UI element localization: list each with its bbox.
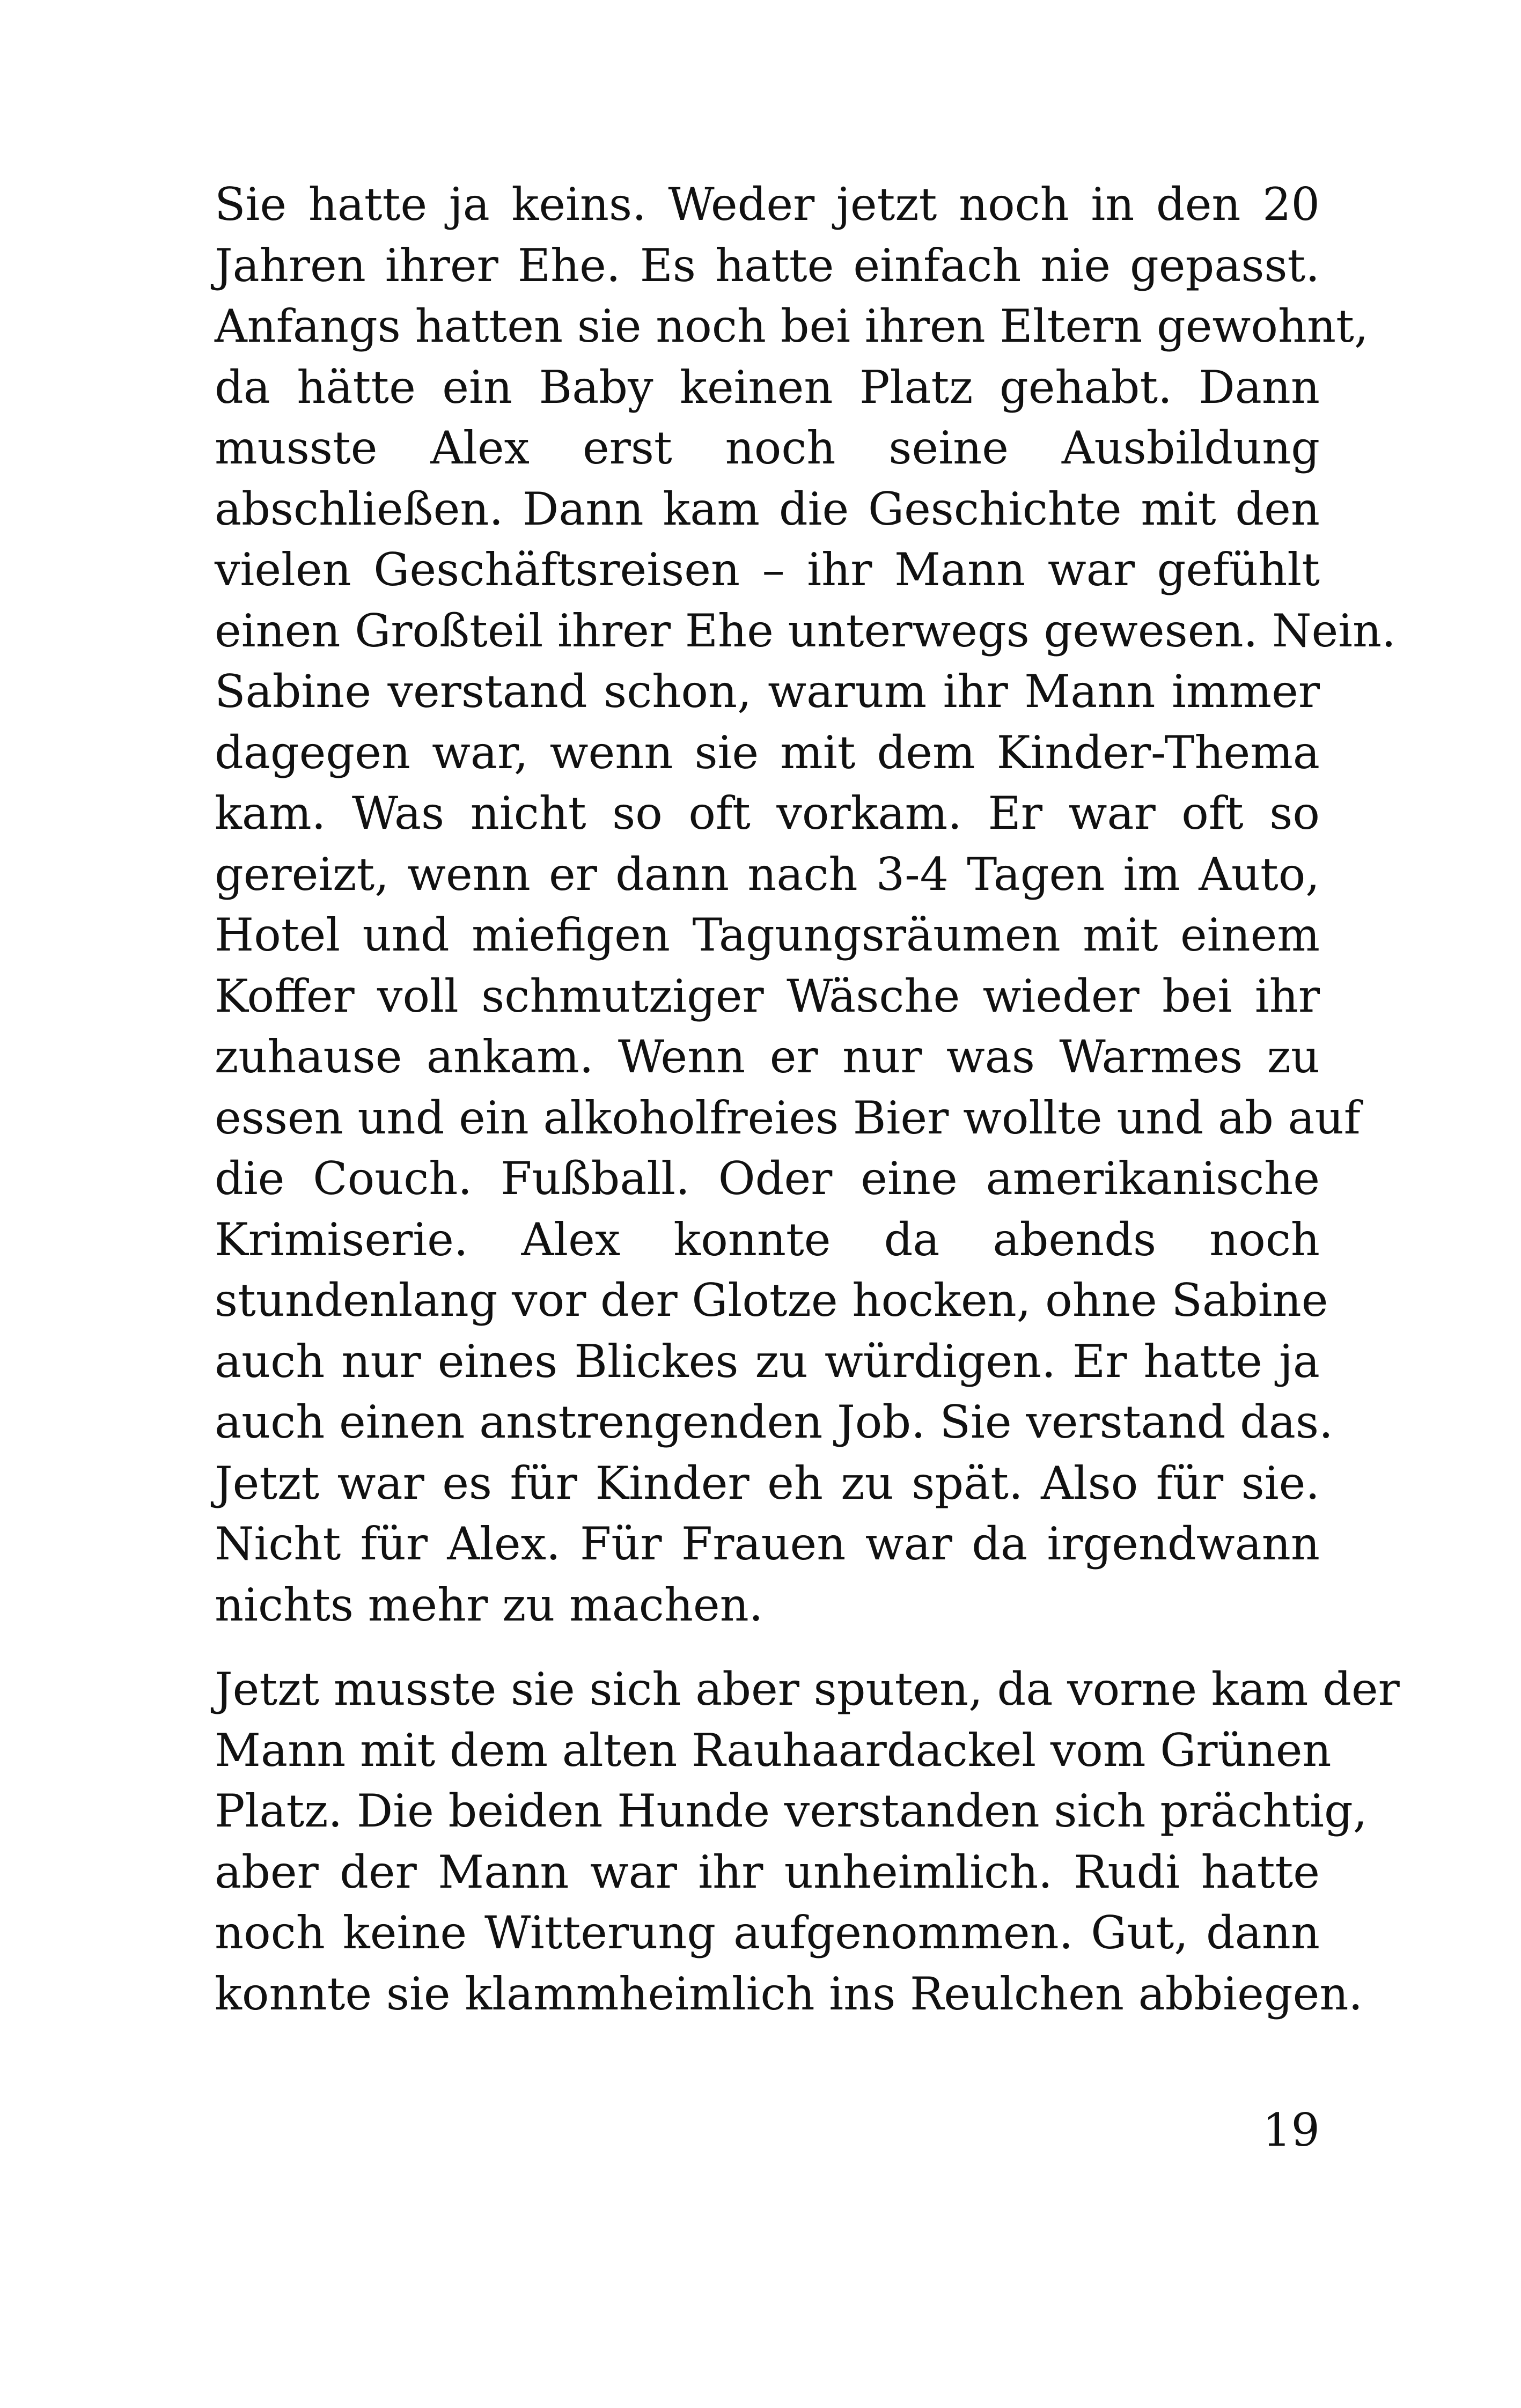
text-line: Hotel und miefigen Tagungsräumen mit einem xyxy=(215,909,1320,961)
text-line: gereizt, wenn er dann nach 3-4 Tagen im Auto, xyxy=(215,848,1320,901)
text-line: kam. Was nicht so oft vorkam. Er war oft so xyxy=(215,787,1320,840)
text-line: die Couch. Fußball. Oder eine amerikanische xyxy=(215,1152,1320,1205)
text-line: auch nur eines Blickes zu würdigen. Er hatte ja xyxy=(215,1335,1320,1388)
text-line: essen und ein alkoholfreies Bier wollte und ab auf xyxy=(215,1091,1361,1144)
text-line: einen Großteil ihrer Ehe unterwegs gewesen. Nein. xyxy=(215,604,1396,657)
text-line: vielen Geschäftsreisen – ihr Mann war gefühlt xyxy=(215,543,1320,596)
text-line: Mann mit dem alten Rauhaardackel vom Grünen xyxy=(215,1724,1332,1777)
text-line: auch einen anstrengenden Job. Sie verstand das. xyxy=(215,1396,1333,1448)
text-line: Sabine verstand schon, warum ihr Mann immer xyxy=(215,665,1320,718)
text-line: Jahren ihrer Ehe. Es hatte einfach nie gepasst. xyxy=(215,239,1320,292)
text-line: Jetzt musste sie sich aber sputen, da vorne kam der xyxy=(215,1663,1400,1715)
text-line: nichts mehr zu machen. xyxy=(215,1578,763,1631)
paragraph-1 xyxy=(215,174,1396,1636)
text-line: musste Alex erst noch seine Ausbildung xyxy=(215,422,1320,474)
text-line: aber der Mann war ihr unheimlich. Rudi hatte xyxy=(215,1845,1320,1898)
text-line: Jetzt war es für Kinder eh zu spät. Also für sie. xyxy=(215,1456,1320,1509)
text-line: Nicht für Alex. Für Frauen war da irgendwann xyxy=(215,1518,1320,1570)
text-line: dagegen war, wenn sie mit dem Kinder-Thema xyxy=(215,726,1320,779)
text-line: Sie hatte ja keins. Weder jetzt noch in den 20 xyxy=(215,178,1320,231)
text-line: Anfangs hatten sie noch bei ihren Eltern gewohnt, xyxy=(215,300,1369,352)
paragraph-2 xyxy=(215,1659,1400,2024)
page-number: 19 xyxy=(1262,2104,1320,2156)
text-line: stundenlang vor der Glotze hocken, ohne Sabine xyxy=(215,1274,1328,1327)
text-line: Krimiserie. Alex konnte da abends noch xyxy=(215,1213,1320,1266)
text-line: Platz. Die beiden Hunde verstanden sich prächtig, xyxy=(215,1785,1368,1837)
text-line: abschließen. Dann kam die Geschichte mit den xyxy=(215,482,1320,535)
text-line: da hätte ein Baby keinen Platz gehabt. Dann xyxy=(215,360,1320,414)
text-line: konnte sie klammheimlich ins Reulchen abbiegen. xyxy=(215,1967,1363,2020)
text-line: noch keine Witterung aufgenommen. Gut, dann xyxy=(215,1906,1320,1959)
body-text xyxy=(215,174,1400,2024)
text-line: Koffer voll schmutziger Wäsche wieder bei ihr xyxy=(215,969,1320,1022)
text-line: zuhause ankam. Wenn er nur was Warmes zu xyxy=(215,1030,1320,1083)
